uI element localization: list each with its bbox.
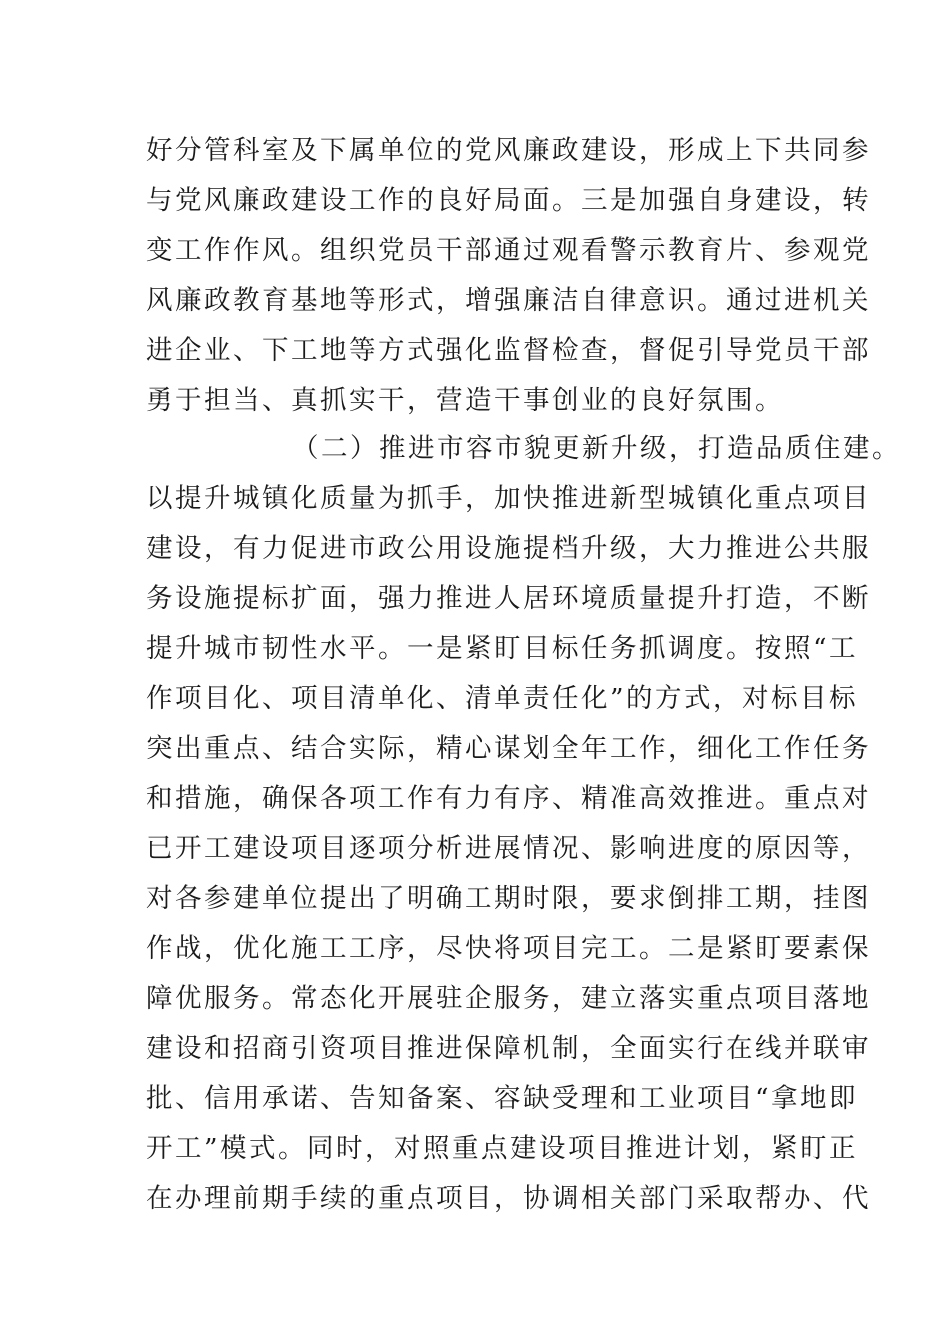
text-line-4: 风廉政教育基地等形式，增强廉洁自律意识。通过进机关 <box>146 285 871 316</box>
text-line-10: 务设施提标扩面，强力推进人居环境质量提升打造，不断 <box>146 583 871 614</box>
text-line-22: 在办理前期手续的重点项目，协调相关部门采取帮办、代 <box>146 1183 871 1214</box>
text-line-19: 建设和招商引资项目推进保障机制，全面实行在线并联审 <box>146 1033 871 1064</box>
text-line-2: 与党风廉政建设工作的良好局面。三是加强自身建设，转 <box>146 185 871 216</box>
text-line-16: 对各参建单位提出了明确工期时限，要求倒排工期，挂图 <box>146 883 871 914</box>
text-line-17: 作战，优化施工工序，尽快将项目完工。二是紧盯要素保 <box>146 933 871 964</box>
text-line-14: 和措施，确保各项工作有力有序、精准高效推进。重点对 <box>146 783 871 814</box>
text-line-13: 突出重点、结合实际，精心谋划全年工作，细化工作任务 <box>146 733 871 764</box>
text-line-20: 批、信用承诺、告知备案、容缺受理和工业项目“拿地即 <box>146 1083 859 1114</box>
text-line-1: 好分管科室及下属单位的党风廉政建设，形成上下共同参 <box>146 135 871 166</box>
text-line-15: 已开工建设项目逐项分析进展情况、影响进度的原因等， <box>146 833 871 864</box>
text-line-12: 作项目化、项目清单化、清单责任化”的方式，对标目标 <box>146 683 859 714</box>
text-line-9: 建设，有力促进市政公用设施提档升级，大力推进公共服 <box>146 533 871 564</box>
text-line-8: 以提升城镇化质量为抓手，加快推进新型城镇化重点项目 <box>146 483 871 514</box>
text-line-5: 进企业、下工地等方式强化监督检查，督促引导党员干部 <box>146 335 871 366</box>
section-heading: （二）推进市容市貌更新升级，打造品质住建。 <box>292 433 901 464</box>
text-line-11: 提升城市韧性水平。一是紧盯目标任务抓调度。按照“工 <box>146 633 859 664</box>
text-line-21: 开工”模式。同时，对照重点建设项目推进计划，紧盯正 <box>146 1133 859 1164</box>
text-line-3: 变工作作风。组织党员干部通过观看警示教育片、参观党 <box>146 235 871 266</box>
text-line-18: 障优服务。常态化开展驻企服务，建立落实重点项目落地 <box>146 983 871 1014</box>
text-line-6: 勇于担当、真抓实干，营造干事创业的良好氛围。 <box>146 385 784 416</box>
